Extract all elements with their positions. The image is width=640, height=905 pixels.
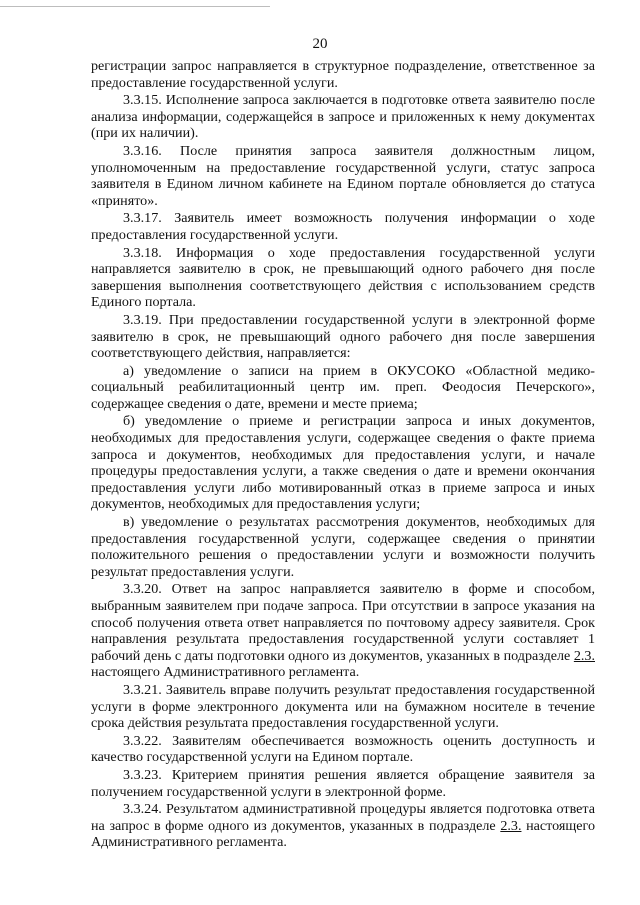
paragraph-3-3-18: 3.3.18. Информация о ходе предоставления государственной услуги направляется заявителю в срок, не превышающий одного рабочего дня после завершения выполнения соответствующего действия с использованием средств Единого портала. [91,244,595,311]
top-divider [0,6,270,7]
paragraph-text: 3.3.24. Результатом административной процедуры является подготовка ответа на запрос в форме одного из документов, указанных в подразделе [91,801,595,834]
list-item-a: а) уведомление о записи на прием в ОКУСОКО «Областной медико-социальный реабилитационный центр им. преп. Феодосия Печерского», содержащее сведения о дате, времени и месте приема; [91,362,595,412]
paragraph-3-3-16: 3.3.16. После принятия запроса заявителя должностным лицом, уполномоченным на предоставление государственной услуги, статус запроса заявителя в Едином личном кабинете на Едином портале обновляется до статуса «принято». [91,142,595,209]
paragraph-text: 3.3.20. Ответ на запрос направляется заявителю в форме и способом, выбранным заявителем при подаче запроса. При отсутствии в запросе указания на способ получения ответа ответ направляется по почтовому адресу заявителя. Срок направления результата предоставления государственной услуги составляет 1 рабочий день с даты подготовки одного из документов, указанных в подразделе [91,581,595,664]
paragraph-3-3-15: 3.3.15. Исполнение запроса заключается в подготовке ответа заявителю после анализа информации, содержащейся в запросе и приложенных к нему документах (при их наличии). [91,92,595,142]
paragraph-3-3-21: 3.3.21. Заявитель вправе получить результат предоставления государственной услуги в форме электронного документа или на бумажном носителе в течение срока действия результата предоставления государственной услуги. [91,681,595,732]
page-number: 20 [312,36,328,52]
paragraph-3-3-22: 3.3.22. Заявителям обеспечивается возможность оценить доступность и качество государственной услуги на Едином портале. [91,732,595,766]
paragraph-text: настоящего Административного регламента. [91,817,595,851]
paragraph-3-3-17: 3.3.17. Заявитель имеет возможность получения информации о ходе предоставления государственной услуги. [91,210,595,243]
section-link-2-3[interactable]: 2.3. [500,817,522,834]
list-item-b: б) уведомление о приеме и регистрации запроса и иных документов, необходимых для предоставления услуги, содержащее сведения о факте приема запроса и документов, необходимых для предоставления услуги, и начале процедуры предоставления услуги, а также сведения о дате и времени окончания предоставления услуги либо мотивированный отказ в приеме запроса и иных документов, необходимых для предоставления услуги; [91,413,595,513]
paragraph-3-3-19: 3.3.19. При предоставлении государственной услуги в электронной форме заявителю в срок, не превышающий одного рабочего дня после завершения соответствующего действия, направляется: [91,311,595,362]
section-link-2-3[interactable]: 2.3. [573,647,595,664]
paragraph-3-3-20 [91,581,595,681]
paragraph-3-3-24 [91,801,595,851]
paragraph-text: настоящего Административного регламента. [91,664,360,681]
list-item-v: в) уведомление о результатах рассмотрения документов, необходимых для предоставления государственной услуги, содержащее сведения о принятии положительного решения о предоставлении услуги и возможности получить результат предоставления услуги. [91,514,595,580]
document-body [91,58,595,851]
paragraph-3-3-23: 3.3.23. Критерием принятия решения является обращение заявителя за получением государственной услуги в электронной форме. [91,766,595,800]
paragraph-continuation: регистрации запрос направляется в структурное подразделение, ответственное за предоставление государственной услуги. [91,58,595,91]
